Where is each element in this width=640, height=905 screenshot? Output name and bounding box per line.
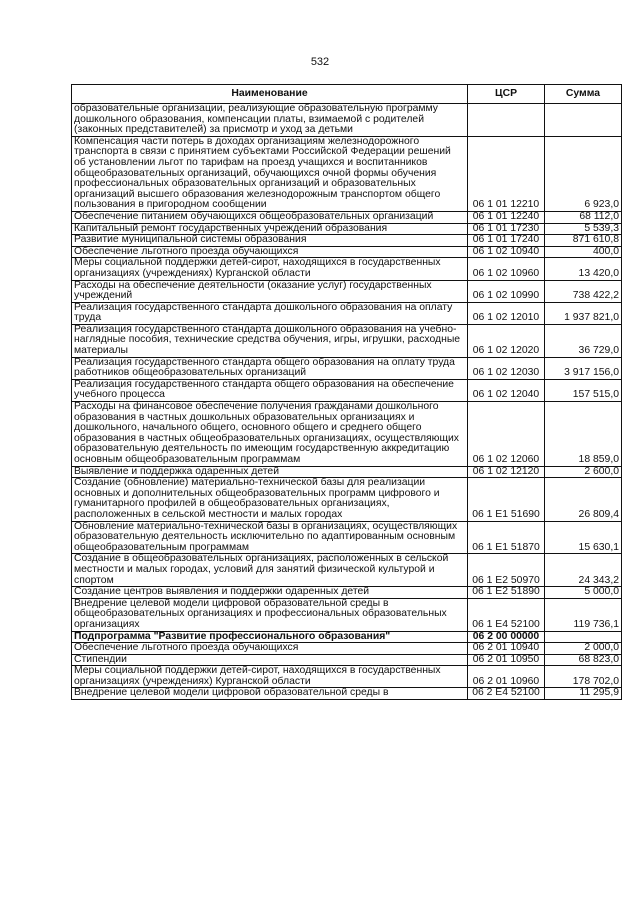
row-sum: 738 422,2 bbox=[545, 280, 622, 302]
row-csr: 06 1 01 12240 bbox=[468, 211, 545, 223]
row-csr: 06 1 E2 50970 bbox=[468, 554, 545, 587]
row-name: Стипендии bbox=[72, 654, 468, 666]
subprogram-row bbox=[72, 631, 622, 643]
row-sum: 11 295,9 bbox=[545, 688, 622, 700]
row-name: Подпрограмма "Развитие профессионального образования" bbox=[72, 631, 468, 643]
table-row bbox=[72, 587, 622, 599]
row-csr: 06 1 02 12020 bbox=[468, 324, 545, 357]
row-name: Развитие муниципальной системы образования bbox=[72, 235, 468, 247]
table-row bbox=[72, 302, 622, 324]
row-csr: 06 1 01 17240 bbox=[468, 235, 545, 247]
table-row bbox=[72, 598, 622, 631]
row-sum: 26 809,4 bbox=[545, 478, 622, 521]
row-csr: 06 1 02 12040 bbox=[468, 379, 545, 401]
row-sum: 13 420,0 bbox=[545, 258, 622, 280]
table-row bbox=[72, 466, 622, 478]
table-row bbox=[72, 136, 622, 211]
table-row bbox=[72, 478, 622, 521]
row-name: Выявление и поддержка одаренных детей bbox=[72, 466, 468, 478]
table-row bbox=[72, 521, 622, 554]
row-sum: 5 000,0 bbox=[545, 587, 622, 599]
row-name: Капитальный ремонт государственных учреждений образования bbox=[72, 223, 468, 235]
row-name: Расходы на обеспечение деятельности (оказание услуг) государственных учреждений bbox=[72, 280, 468, 302]
row-csr: 06 1 02 10960 bbox=[468, 258, 545, 280]
row-sum: 18 859,0 bbox=[545, 402, 622, 467]
header-name: Наименование bbox=[72, 85, 468, 104]
table-row bbox=[72, 211, 622, 223]
table-row bbox=[72, 643, 622, 655]
row-name: Компенсация части потерь в доходах организациям железнодорожного транспорта в связи с принятием субъектами Российской Федерации решений об установлении льгот по тарифам на проезд учащихся и воспитанников общеобразовательных организаций, обучающихся очной формы обучения профессиональных образовательных организаций и образовательных организаций высшего образования железнодорожным транспортом общего пользования в пригородном сообщении bbox=[72, 136, 468, 211]
row-name: образовательные организации, реализующие образовательную программу дошкольного образования, компенсации платы, взимаемой с родителей (законных представителей) за присмотр и уход за детьми bbox=[72, 104, 468, 137]
row-name: Реализация государственного стандарта общего образования на обеспечение учебного процесса bbox=[72, 379, 468, 401]
row-sum: 6 923,0 bbox=[545, 136, 622, 211]
row-sum: 68 112,0 bbox=[545, 211, 622, 223]
row-sum: 15 630,1 bbox=[545, 521, 622, 554]
row-csr: 06 2 E4 52100 bbox=[468, 688, 545, 700]
table-header-row bbox=[72, 85, 622, 104]
row-name: Создание центров выявления и поддержки одаренных детей bbox=[72, 587, 468, 599]
table-row bbox=[72, 379, 622, 401]
row-name: Создание (обновление) материально-технической базы для реализации основных и дополнительных общеобразовательных программ цифрового и гуманитарного профилей в общеобразовательных организациях, расположенных в сельской местности и малых городах bbox=[72, 478, 468, 521]
table-row bbox=[72, 280, 622, 302]
row-sum: 68 823,0 bbox=[545, 654, 622, 666]
row-name: Реализация государственного стандарта дошкольного образования на оплату труда bbox=[72, 302, 468, 324]
row-sum: 24 343,2 bbox=[545, 554, 622, 587]
row-csr: 06 2 01 10940 bbox=[468, 643, 545, 655]
row-sum: 36 729,0 bbox=[545, 324, 622, 357]
row-sum: 2 600,0 bbox=[545, 466, 622, 478]
row-name: Внедрение целевой модели цифровой образовательной среды в общеобразовательных организациях и профессиональных образовательных организациях bbox=[72, 598, 468, 631]
row-csr: 06 1 02 12010 bbox=[468, 302, 545, 324]
row-csr: 06 1 02 10940 bbox=[468, 246, 545, 258]
row-sum: 400,0 bbox=[545, 246, 622, 258]
row-sum: 2 000,0 bbox=[545, 643, 622, 655]
table-row bbox=[72, 357, 622, 379]
row-sum: 157 515,0 bbox=[545, 379, 622, 401]
row-name: Внедрение целевой модели цифровой образовательной среды в bbox=[72, 688, 468, 700]
table-row bbox=[72, 235, 622, 247]
row-name: Создание в общеобразовательных организациях, расположенных в сельской местности и малых городах, условий для занятий физической культурой и спортом bbox=[72, 554, 468, 587]
row-csr: 06 2 01 10960 bbox=[468, 666, 545, 688]
table-row bbox=[72, 104, 622, 137]
row-csr: 06 1 E2 51890 bbox=[468, 587, 545, 599]
row-csr: 06 1 E4 52100 bbox=[468, 598, 545, 631]
row-csr: 06 1 E1 51690 bbox=[468, 478, 545, 521]
row-name: Обеспечение льготного проезда обучающихся bbox=[72, 643, 468, 655]
table-row bbox=[72, 402, 622, 467]
row-name: Обновление материально-технической базы в организациях, осуществляющих образовательную деятельность исключительно по адаптированным основным общеобразовательным программам bbox=[72, 521, 468, 554]
row-sum bbox=[545, 104, 622, 137]
row-name: Обеспечение льготного проезда обучающихся bbox=[72, 246, 468, 258]
table-row bbox=[72, 666, 622, 688]
table-row bbox=[72, 554, 622, 587]
row-name: Реализация государственного стандарта дошкольного образования на учебно-наглядные пособия, технические средства обучения, игры, игрушки, расходные материалы bbox=[72, 324, 468, 357]
table-row bbox=[72, 654, 622, 666]
row-sum: 871 610,8 bbox=[545, 235, 622, 247]
row-csr: 06 1 02 12060 bbox=[468, 402, 545, 467]
budget-table bbox=[71, 84, 622, 700]
row-csr: 06 1 01 17230 bbox=[468, 223, 545, 235]
table-row bbox=[72, 688, 622, 700]
row-sum: 5 539,3 bbox=[545, 223, 622, 235]
row-name: Меры социальной поддержки детей-сирот, находящихся в государственных организациях (учреждениях) Курганской области bbox=[72, 258, 468, 280]
row-sum: 178 702,0 bbox=[545, 666, 622, 688]
row-csr: 06 1 02 12120 bbox=[468, 466, 545, 478]
row-csr: 06 1 E1 51870 bbox=[468, 521, 545, 554]
row-name: Меры социальной поддержки детей-сирот, находящихся в государственных организациях (учреждениях) Курганской области bbox=[72, 666, 468, 688]
row-csr: 06 2 00 00000 bbox=[468, 631, 545, 643]
row-sum: 3 917 156,0 bbox=[545, 357, 622, 379]
row-sum bbox=[545, 631, 622, 643]
table-row bbox=[72, 223, 622, 235]
row-sum: 1 937 821,0 bbox=[545, 302, 622, 324]
header-sum: Сумма bbox=[545, 85, 622, 104]
table-row bbox=[72, 246, 622, 258]
row-csr: 06 1 02 12030 bbox=[468, 357, 545, 379]
row-csr: 06 1 02 10990 bbox=[468, 280, 545, 302]
row-name: Обеспечение питанием обучающихся общеобразовательных организаций bbox=[72, 211, 468, 223]
header-csr: ЦСР bbox=[468, 85, 545, 104]
row-name: Расходы на финансовое обеспечение получения гражданами дошкольного образования в частных дошкольных образовательных организациях и дошкольного, начального общего, основного общего и среднего общего образования в частных общеобразовательных организациях, осуществляющих образовательную деятельность по имеющим государственную аккредитацию основным общеобразовательным программам bbox=[72, 402, 468, 467]
table-row bbox=[72, 324, 622, 357]
row-csr bbox=[468, 104, 545, 137]
row-csr: 06 1 01 12210 bbox=[468, 136, 545, 211]
page-number: 532 bbox=[310, 56, 330, 68]
table-row bbox=[72, 258, 622, 280]
row-name: Реализация государственного стандарта общего образования на оплату труда работников общеобразовательных организаций bbox=[72, 357, 468, 379]
row-sum: 119 736,1 bbox=[545, 598, 622, 631]
row-csr: 06 2 01 10950 bbox=[468, 654, 545, 666]
